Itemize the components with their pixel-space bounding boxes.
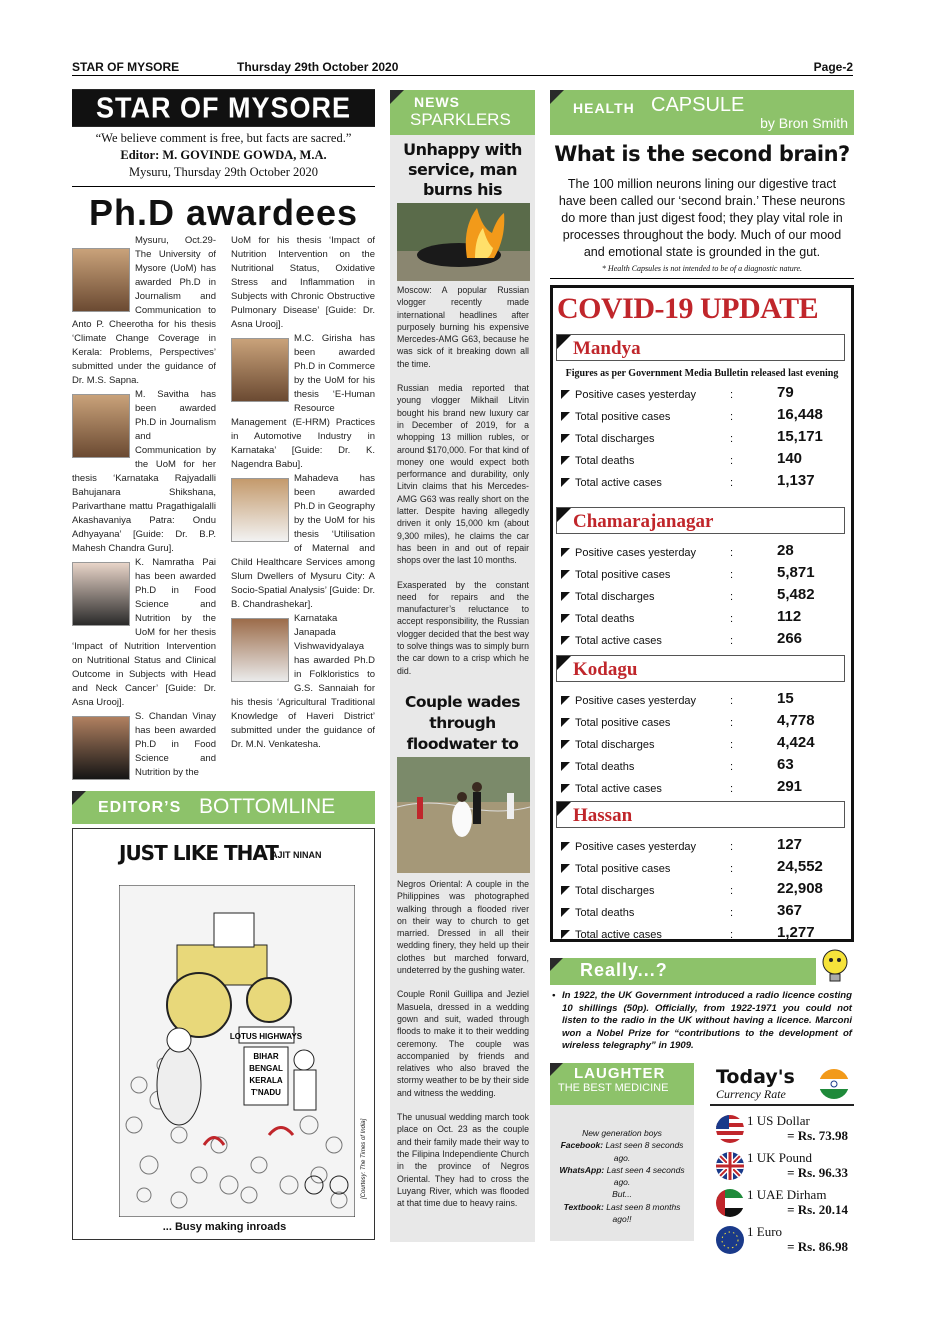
cartoonist: AJIT NINAN xyxy=(271,850,322,860)
stat-label: Total discharges xyxy=(575,433,655,445)
stat-value: 291 xyxy=(777,778,803,795)
sparkler-headline-2: Couple wades through floodwater to xyxy=(405,693,520,753)
arrow-icon xyxy=(561,390,570,399)
really-text: • In 1922, the UK Government introduced a radio licence costing 10 shillings (50p). Officially, from 1922-1971 you could not listen to the radio in the UK without having a licence. Marconi won a Nobel Prize for “contributions to the development of wireless telegraphy” in 1909. xyxy=(552,990,852,1051)
arrow-icon xyxy=(561,864,570,873)
currency-subtitle: Currency Rate xyxy=(716,1087,786,1101)
currency-value: = Rs. 86.98 xyxy=(787,1239,848,1254)
arrow-icon xyxy=(561,908,570,917)
best-medicine-label: THE BEST MEDICINE xyxy=(558,1082,669,1094)
really-label: Really...? xyxy=(580,960,668,980)
covid-stat-row xyxy=(558,712,848,734)
roller-text: LOTUS HIGHWAYS xyxy=(229,1032,303,1041)
header-date: Thursday 29th October 2020 xyxy=(237,60,399,74)
district-name: Mandya xyxy=(573,338,641,359)
covid-stat-row xyxy=(558,778,848,800)
covid-stat-row xyxy=(558,564,848,586)
currency-row xyxy=(716,1224,852,1254)
photo-mahadeva xyxy=(231,478,289,542)
stat-label: Total positive cases xyxy=(575,569,671,581)
stat-colon: : xyxy=(730,695,734,707)
stat-value: 24,552 xyxy=(777,858,823,875)
covid-stat-row xyxy=(558,858,848,880)
masthead-block xyxy=(72,130,375,181)
stat-value: 112 xyxy=(777,608,802,625)
motto: “We believe comment is free, but facts are sacred.” xyxy=(95,131,352,145)
india-flag-icon xyxy=(818,1068,850,1100)
story-para: Moscow: A popular Russian vlogger recently made international headlines after purposely burning his expensive Mercedes-AMG G63, because he was sick of it breaking down all the time. xyxy=(397,285,529,369)
photo-chandan xyxy=(72,716,130,780)
stat-colon: : xyxy=(730,907,734,919)
arrow-icon xyxy=(561,636,570,645)
stat-label: Total active cases xyxy=(575,635,662,647)
stat-label: Total active cases xyxy=(575,783,662,795)
covid-stat-row xyxy=(558,406,848,428)
page-header xyxy=(72,60,853,76)
stat-label: Total positive cases xyxy=(575,863,671,875)
stat-colon: : xyxy=(730,783,734,795)
stat-colon: : xyxy=(730,389,734,401)
stat-colon: : xyxy=(730,569,734,581)
story-para: Couple Ronil Guillipa and Jeziel Masuela, dressed in a wedding gown and suit, waded through floods to make it to their wedding ceremony. The couple was accompanied by friends and relatives who also braved the stormy weather to be by their side and witness the wedding. xyxy=(397,989,530,1098)
stat-value: 1,277 xyxy=(777,924,815,941)
sign-line: BENGAL xyxy=(249,1064,283,1073)
photo-sannaiah xyxy=(231,618,289,682)
stat-value: 266 xyxy=(777,630,803,647)
phd-para: K. Namratha Pai has been awarded Ph.D in Food Science and Nutrition by the UoM for her thesis ‘Impact of Nutrition Intervention on Nutritional Status and Clinical Outcome in Subjects with Head and Neck Cancer’ [Guide: Dr. Asna Urooj]. xyxy=(72,557,216,708)
stat-colon: : xyxy=(730,863,734,875)
phd-para: Mysuru, Oct.29- The University of Mysore (UoM) has awarded Ph.D in Journalism and Communication to Anto P. Cheerotha for his thesis ‘Climate Change Coverage in Kerala: Problems, Perspectives’ submitted under the guidance of Dr. M.S. Sapna. xyxy=(72,235,216,386)
arrow-icon xyxy=(561,548,570,557)
currency-value: = Rs. 96.33 xyxy=(787,1165,848,1180)
stat-colon: : xyxy=(730,613,734,625)
stat-colon: : xyxy=(730,885,734,897)
cartoon-caption: ... Busy making inroads xyxy=(162,1221,287,1233)
phd-para: Mahadeva has been awarded Ph.D in Geography by the UoM for his thesis ‘Utilisation of Maternal and Child Healthcare Services among Slum Dwellers of Mysuru City: A Socio-Spatial Analysis’ [Guide: Dr. B. Chandrashekar]. xyxy=(231,473,375,610)
arrow-icon xyxy=(561,570,570,579)
sign-line: KERALA xyxy=(249,1076,283,1085)
stat-colon: : xyxy=(730,929,734,941)
stat-colon: : xyxy=(730,841,734,853)
stat-colon: : xyxy=(730,411,734,423)
covid-stat-row xyxy=(558,472,848,494)
health-body: The 100 million neurons lining our digestive tract have been called our ‘second brain.’ These neurons do more than just digest food; they play vital role in processes throughout the body. Much of our mood and emotional state is grounded in the gut. xyxy=(558,177,846,259)
phd-para: M.C. Girisha has been awarded Ph.D in Commerce by the UoM for his thesis ‘E-Human Resource Management (E-HRM) Practices in Automotive Industry in Karnataka’ [Guide: Dr. K. Nagendra Babu]. xyxy=(231,333,375,470)
stat-value: 16,448 xyxy=(777,406,823,423)
stat-value: 15,171 xyxy=(777,428,823,445)
arrow-icon xyxy=(561,434,570,443)
cartoon-box xyxy=(72,828,375,1240)
wedding-flood-photo xyxy=(397,757,530,873)
stat-label: Total active cases xyxy=(575,477,662,489)
photo-anto xyxy=(72,248,130,312)
story-para: The unusual wedding march took place on Oct. 23 as the couple and their family made their way to the Filipina Independiente Church in the province of Negros Oriental. They had to cross the Luyang River, which was flooded at that time due to heavy rains. xyxy=(397,1112,529,1209)
stat-value: 28 xyxy=(777,542,794,559)
currency-name: 1 US Dollar xyxy=(747,1113,810,1128)
health-title: What is the second brain? xyxy=(554,142,850,166)
joke-line: New generation boys xyxy=(582,1128,662,1138)
stat-value: 1,137 xyxy=(777,472,815,489)
stat-label: Positive cases yesterday xyxy=(575,841,697,853)
arrow-icon xyxy=(561,478,570,487)
stat-colon: : xyxy=(730,455,734,467)
stat-colon: : xyxy=(730,547,734,559)
stat-label: Total discharges xyxy=(575,739,655,751)
covid-stat-row xyxy=(558,608,848,630)
currency-name: 1 Euro xyxy=(747,1224,783,1239)
really-bar xyxy=(550,958,816,985)
arrow-icon xyxy=(561,614,570,623)
bottomline-label: BOTTOMLINE xyxy=(199,795,336,818)
joke-line: Facebook: Last seen 8 seconds ago. xyxy=(560,1140,684,1163)
sparklers-header xyxy=(390,90,535,135)
sign-line: BIHAR xyxy=(253,1052,279,1061)
sparkler-story-2 xyxy=(397,878,529,1209)
editors-bottomline-bar xyxy=(72,791,375,824)
phd-column-2 xyxy=(231,234,375,784)
uae-flag-icon xyxy=(716,1189,744,1217)
arrow-icon xyxy=(561,696,570,705)
stat-value: 367 xyxy=(777,902,803,919)
masthead-title: STAR OF MYSORE xyxy=(72,89,375,127)
stat-value: 63 xyxy=(777,756,794,773)
arrow-icon xyxy=(561,784,570,793)
arrow-icon xyxy=(561,842,570,851)
arrow-icon xyxy=(561,412,570,421)
stat-colon: : xyxy=(730,591,734,603)
really-fact: In 1922, the UK Government introduced a radio licence costing 10 shillings (50p). Officially, from 1922-1971 you could not listen to the radio in the UK without having a licence. Marconi won a Nobel Prize for “contributions to the development of wireless telegraphy” in 1909. xyxy=(562,990,852,1051)
phd-para: M. Savitha has been awarded Ph.D in Journalism and Communication by the UoM for her thesis ‘Karnataka Rajyadalli Bahujanara Shikshana, Parivarthane mattu Pragathigalalli Akashavaniya Patra: Ondu Adhyayana’ [Guide: Dr. B.P. Mahesh Chandra Guru]. xyxy=(72,389,216,554)
health-note: * Health Capsules is not intended to be of a diagnostic nature. xyxy=(601,264,803,273)
arrow-icon xyxy=(561,886,570,895)
phd-para: UoM for his thesis ‘Impact of Nutrition Intervention on the Nutritional Status, Oxidative Stress and Inflammation in Subjects with Chronic Obstructive Pulmonary Disease’ [Guide: Dr. Asna Urooj]. xyxy=(231,235,375,330)
covid-stat-row xyxy=(558,690,848,712)
header-paper: STAR OF MYSORE xyxy=(72,60,180,74)
district-name: Kodagu xyxy=(573,659,638,680)
covid-stat-row xyxy=(558,734,848,756)
phd-headline: Ph.D awardees xyxy=(88,192,359,233)
health-byline: by Bron Smith xyxy=(760,115,848,131)
stat-value: 140 xyxy=(777,450,803,467)
currency-row xyxy=(716,1150,852,1180)
covid-update-box xyxy=(550,285,854,942)
phd-column-1 xyxy=(72,234,216,784)
joke-line: WhatsApp: Last seen 4 seconds ago. xyxy=(559,1164,685,1188)
stat-label: Total positive cases xyxy=(575,411,671,423)
stat-label: Total deaths xyxy=(575,455,635,467)
cartoon-title: JUST LIKE THAT xyxy=(119,841,278,865)
covid-subtitle: Figures as per Government Media Bulletin released last evening xyxy=(565,368,839,379)
stat-value: 79 xyxy=(777,384,794,401)
district-header xyxy=(556,655,845,682)
covid-title: COVID-19 UPDATE xyxy=(557,292,819,325)
covid-stat-row xyxy=(558,384,848,406)
stat-label: Total active cases xyxy=(575,929,662,941)
stat-label: Total discharges xyxy=(575,885,655,897)
capsule-label: CAPSULE xyxy=(651,94,745,116)
arrow-icon xyxy=(561,930,570,939)
currency-row xyxy=(716,1113,852,1143)
currency-name: 1 UK Pound xyxy=(747,1150,813,1165)
currency-value: = Rs. 73.98 xyxy=(787,1128,848,1143)
editors-label: EDITOR’S xyxy=(98,799,182,816)
sparklers-label-b: SPARKLERS xyxy=(410,110,511,129)
arrow-icon xyxy=(561,592,570,601)
stat-colon: : xyxy=(730,761,734,773)
story-para: Negros Oriental: A couple in the Philippines was photographed walking through a flooded river on their way to church to get married. Dressed in all their wedding finery, they held up their clothes but marched forward, undeterred by the gushing water. xyxy=(397,879,529,976)
district-header xyxy=(556,507,845,534)
stat-colon: : xyxy=(730,717,734,729)
phd-para: Karnataka Janapada Vishwavidyalaya has awarded Ph.D in Folkloristics to G.S. Sannaiah for his thesis ‘Agricultural Traditional Knowledge of Haveri District’ submitted under the guidance of Dr. M.N. Venkatesha. xyxy=(231,613,375,750)
cartoon-courtesy: [Courtesy: The Times of India] xyxy=(361,1118,367,1199)
editor-line: Editor: M. GOVINDE GOWDA, M.A. xyxy=(120,148,327,162)
covid-stat-row xyxy=(558,630,848,652)
burning-car-photo xyxy=(397,203,530,281)
arrow-icon xyxy=(561,740,570,749)
stat-label: Total positive cases xyxy=(575,717,671,729)
arrow-icon xyxy=(561,762,570,771)
bulb-icon xyxy=(816,946,854,986)
stat-colon: : xyxy=(730,739,734,751)
currency-name: 1 UAE Dirham xyxy=(747,1187,827,1202)
cartoon-drawing xyxy=(119,885,355,1217)
stat-label: Positive cases yesterday xyxy=(575,389,697,401)
stat-value: 4,778 xyxy=(777,712,815,729)
stat-colon: : xyxy=(730,477,734,489)
arrow-icon xyxy=(561,456,570,465)
stat-label: Total deaths xyxy=(575,613,635,625)
photo-namratha xyxy=(72,562,130,626)
stat-value: 5,871 xyxy=(777,564,815,581)
us-flag-icon xyxy=(716,1115,744,1143)
dateline: Mysuru, Thursday 29th October 2020 xyxy=(129,165,318,179)
story-para: Exasperated by the constant need for repairs and the manufacturer’s reluctance to accept responsibility, the Russian vlogger decided that the best way to solve things was to simply burn the car down to a crisp which he did. xyxy=(397,579,529,676)
covid-stat-row xyxy=(558,880,848,902)
stat-value: 15 xyxy=(777,690,794,707)
laughter-label: LAUGHTER xyxy=(574,1065,666,1082)
sign-line: T'NADU xyxy=(251,1088,281,1097)
stat-label: Total deaths xyxy=(575,907,635,919)
photo-girisha xyxy=(231,338,289,402)
stat-label: Positive cases yesterday xyxy=(575,695,697,707)
district-name: Chamarajanagar xyxy=(573,511,714,532)
header-page: Page-2 xyxy=(813,60,853,74)
district-header xyxy=(556,334,845,361)
stat-label: Total deaths xyxy=(575,761,635,773)
laughter-bar xyxy=(550,1063,694,1105)
covid-stat-row xyxy=(558,756,848,778)
covid-stat-row xyxy=(558,450,848,472)
sparkler-story-1 xyxy=(397,284,529,677)
covid-stat-row xyxy=(558,836,848,858)
stat-label: Total discharges xyxy=(575,591,655,603)
laughter-joke xyxy=(555,1127,689,1225)
covid-stat-row xyxy=(558,586,848,608)
story-para: Russian media reported that young vlogger Mikhail Litvin bought his brand new luxury car in December of 2019, for a whopping 13 million rubles, or around $170,000. For that kind of money one would expect both performance and durability, only Litvin claims that his Mercedes-AMG G63 was really short on the latter. Despite having allegedly driven it only 15,000 km (about 9,300 miles), he claims the car has been in and out of repair shops over the last 10 months. xyxy=(397,383,529,566)
stat-value: 4,424 xyxy=(777,734,815,751)
arrow-icon xyxy=(561,718,570,727)
health-label: HEALTH xyxy=(573,100,635,116)
currency-row xyxy=(716,1187,852,1217)
currency-header xyxy=(710,1066,854,1106)
covid-stat-row xyxy=(558,428,848,450)
currency-value: = Rs. 20.14 xyxy=(787,1202,848,1217)
stat-value: 22,908 xyxy=(777,880,823,897)
health-capsule-bar xyxy=(550,90,854,135)
joke-line: But... xyxy=(612,1189,632,1200)
stat-label: Positive cases yesterday xyxy=(575,547,697,559)
stat-colon: : xyxy=(730,635,734,647)
stat-colon: : xyxy=(730,433,734,445)
covid-stat-row xyxy=(558,924,848,946)
photo-savitha xyxy=(72,394,130,458)
joke-line: Textbook: Last seen 8 months ago!! xyxy=(563,1201,681,1225)
district-name: Hassan xyxy=(573,805,633,826)
eu-flag-icon xyxy=(716,1226,744,1254)
covid-stat-row xyxy=(558,542,848,564)
covid-stat-row xyxy=(558,902,848,924)
phd-para: S. Chandan Vinay has been awarded Ph.D in Food Science and Nutrition by the xyxy=(135,711,216,778)
uk-flag-icon xyxy=(716,1152,744,1180)
stat-value: 5,482 xyxy=(777,586,815,603)
stat-value: 127 xyxy=(777,836,803,853)
sparkler-headline-1: Unhappy with service, man burns his xyxy=(403,140,522,199)
sparklers-label-a: NEWS xyxy=(414,94,460,110)
currency-title: Today's xyxy=(716,1066,795,1088)
district-header xyxy=(556,801,845,828)
